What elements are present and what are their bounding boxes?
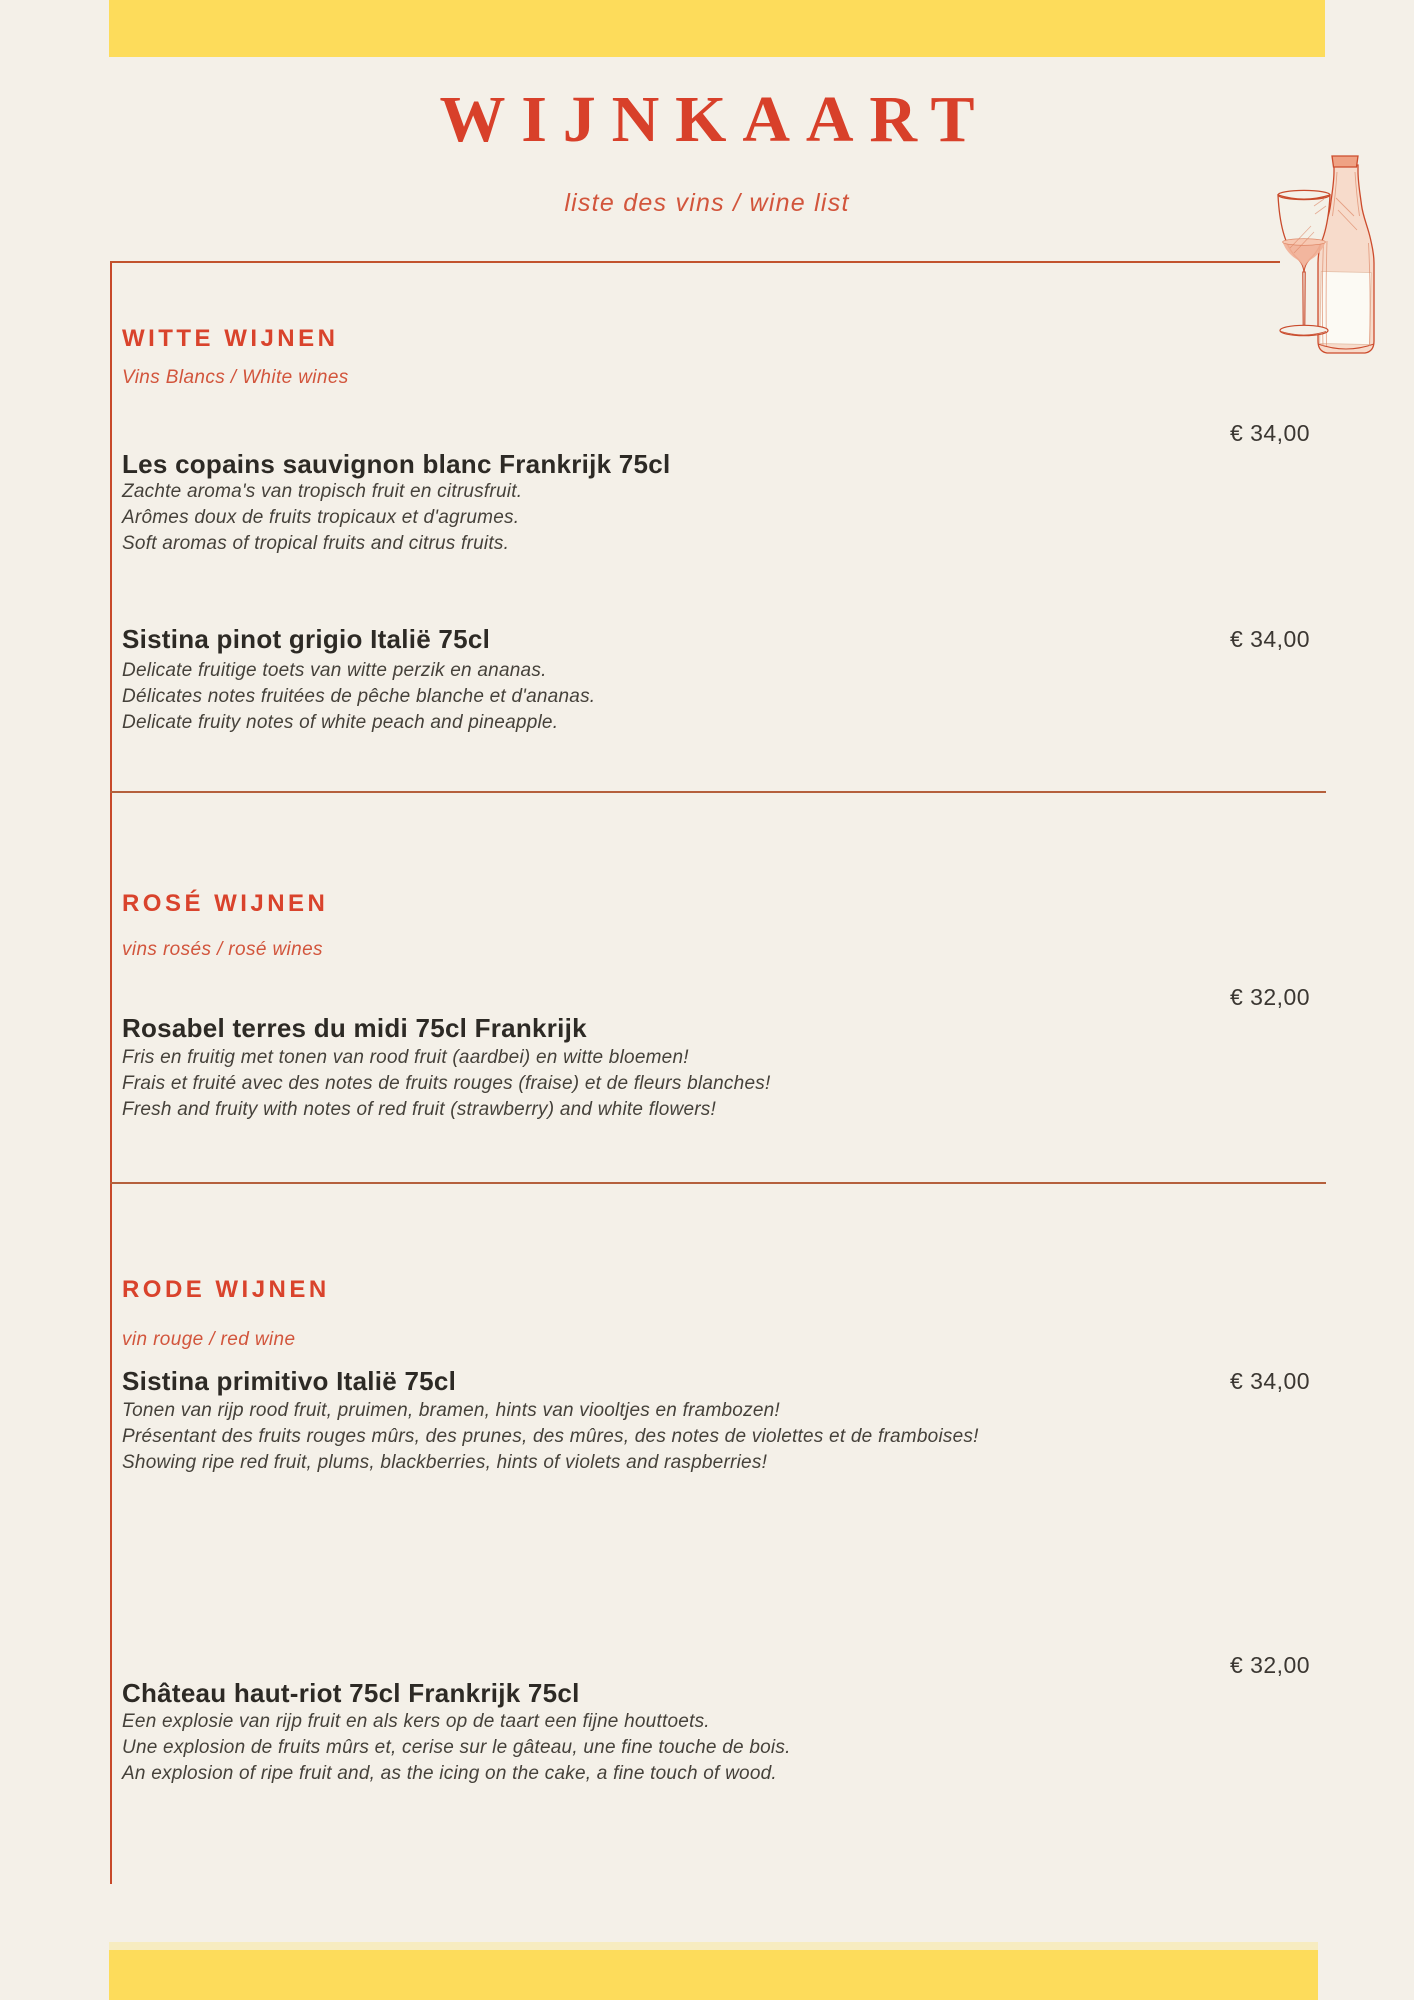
section-subtitle: vins rosés / rosé wines <box>122 939 323 960</box>
bottom-accent-bar <box>109 1950 1318 2000</box>
section-subtitle: vin rouge / red wine <box>122 1329 296 1350</box>
wine-description-nl: Tonen van rijp rood fruit, pruimen, bramen, hints van viooltjes en frambozen! <box>122 1400 780 1421</box>
wine-description-nl: Een explosie van rijp fruit en als kers op de taart een fijne houttoets. <box>122 1711 710 1732</box>
wine-price: € 34,00 <box>1230 420 1310 446</box>
wine-name: Château haut-riot 75cl Frankrijk 75cl <box>122 1678 580 1708</box>
wine-description-nl: Fris en fruitig met tonen van rood fruit (aardbei) en witte bloemen! <box>122 1047 689 1068</box>
wine-description-en: Soft aromas of tropical fruits and citrus fruits. <box>122 533 510 554</box>
wine-description-en: Fresh and fruity with notes of red fruit (strawberry) and white flowers! <box>122 1099 717 1120</box>
section-title: WITTE WIJNEN <box>122 325 339 352</box>
wine-description-fr: Arômes doux de fruits tropicaux et d'agrumes. <box>122 507 520 528</box>
section-divider-line <box>110 791 1326 793</box>
wine-description-en: Showing ripe red fruit, plums, blackberries, hints of violets and raspberries! <box>122 1452 768 1473</box>
section-title: ROSÉ WIJNEN <box>122 890 329 917</box>
wine-description <box>122 479 522 557</box>
section-divider-line <box>110 1182 1326 1184</box>
wine-description <box>122 658 595 736</box>
top-accent-bar <box>109 0 1325 57</box>
header-divider-line <box>110 261 1280 263</box>
wine-name: Les copains sauvignon blanc Frankrijk 75cl <box>122 449 671 479</box>
menu-title: WIJNKAART <box>439 83 991 156</box>
wine-description-nl: Delicate fruitige toets van witte perzik en ananas. <box>122 660 547 681</box>
wine-price: € 32,00 <box>1230 1652 1310 1678</box>
wine-name: Sistina pinot grigio Italië 75cl <box>122 624 491 654</box>
wine-name: Rosabel terres du midi 75cl Frankrijk <box>122 1013 587 1043</box>
left-border-line <box>110 261 112 1884</box>
wine-description <box>122 1045 770 1123</box>
wine-price: € 32,00 <box>1230 984 1310 1010</box>
wine-price: € 34,00 <box>1230 626 1310 652</box>
bottom-accent-bar-fade <box>109 1942 1318 1950</box>
wine-description <box>122 1398 979 1476</box>
wine-description-en: An explosion of ripe fruit and, as the icing on the cake, a fine touch of wood. <box>122 1763 777 1784</box>
wine-description-fr: Présentant des fruits rouges mûrs, des prunes, des mûres, des notes de violettes et de framboises! <box>122 1426 979 1447</box>
section-title: RODE WIJNEN <box>122 1276 330 1303</box>
menu-subtitle: liste des vins / wine list <box>564 189 850 217</box>
wine-name: Sistina primitivo Italië 75cl <box>122 1366 457 1396</box>
wine-description-fr: Délicates notes fruitées de pêche blanche et d'ananas. <box>122 686 596 707</box>
wine-description-en: Delicate fruity notes of white peach and pineapple. <box>122 712 559 733</box>
wine-description-fr: Une explosion de fruits mûrs et, cerise sur le gâteau, une fine touche de bois. <box>122 1737 791 1758</box>
wine-description-fr: Frais et fruité avec des notes de fruits rouges (fraise) et de fleurs blanches! <box>122 1073 771 1094</box>
wine-description <box>122 1709 791 1787</box>
section-subtitle: Vins Blancs / White wines <box>122 367 349 388</box>
wine-description-nl: Zachte aroma's van tropisch fruit en citrusfruit. <box>122 481 523 502</box>
wine-price: € 34,00 <box>1230 1368 1310 1394</box>
wine-glass-and-bottle-icon <box>1254 150 1390 368</box>
